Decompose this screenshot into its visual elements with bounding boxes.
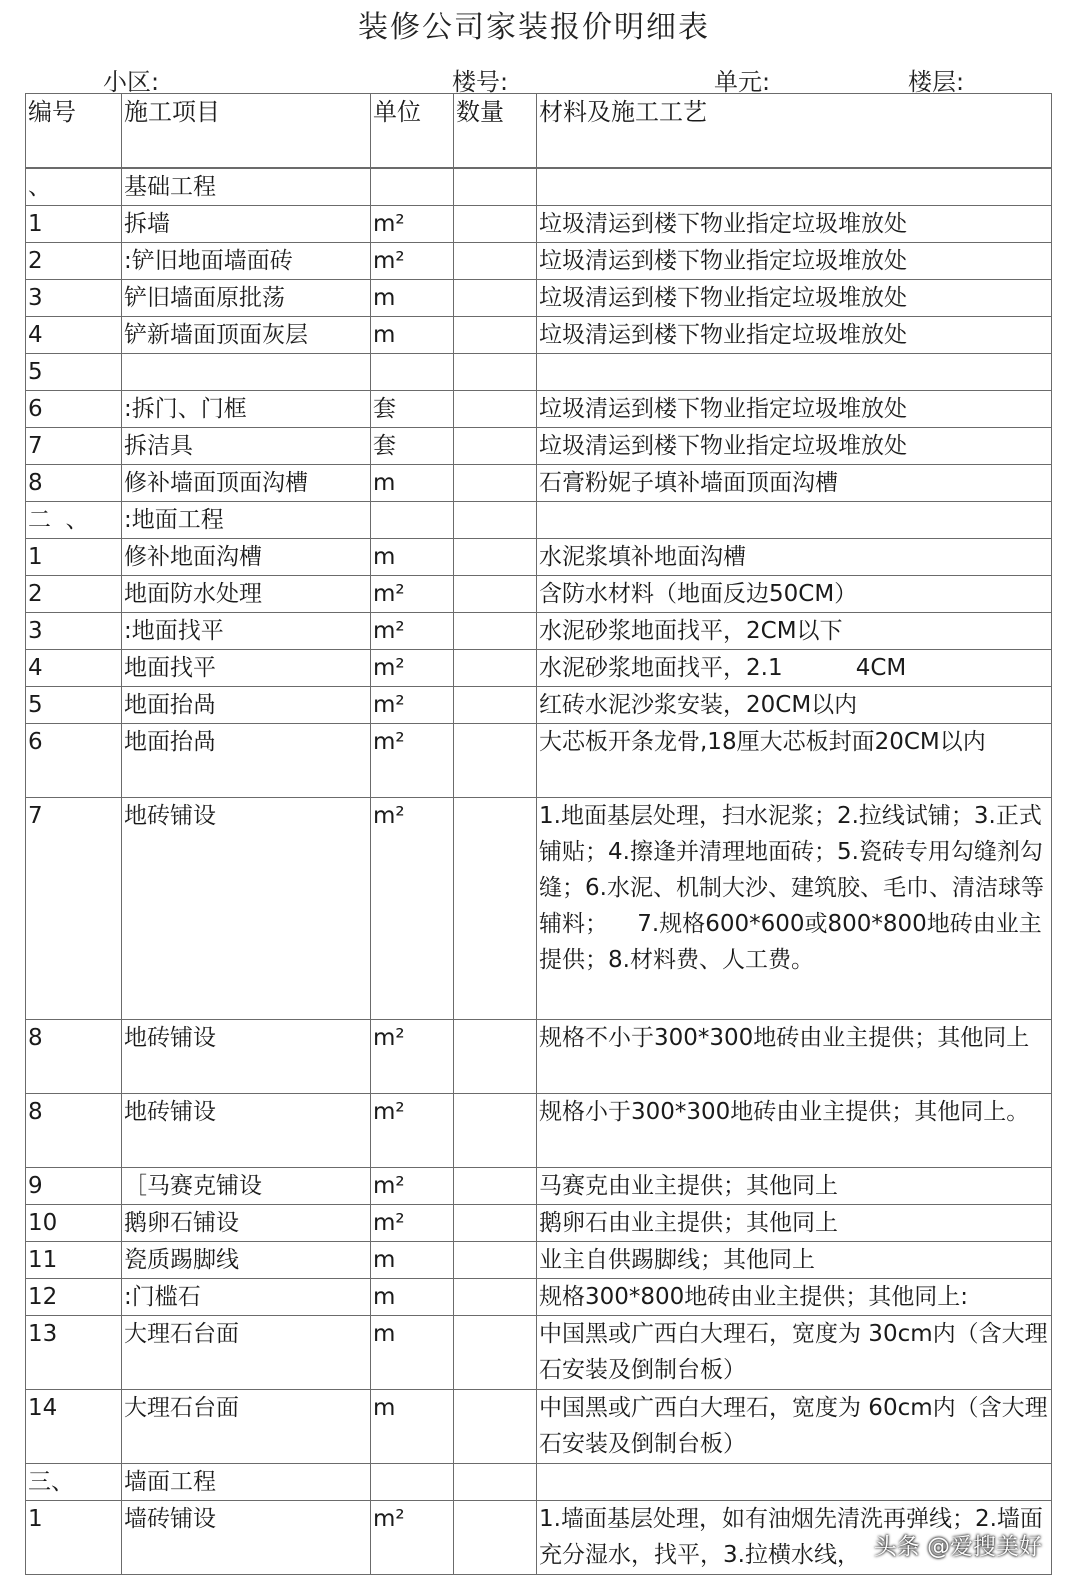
row-no: 8 <box>26 1094 122 1168</box>
row-desc <box>537 502 1052 539</box>
table-row <box>26 1020 1052 1094</box>
row-qty <box>454 1279 537 1316</box>
row-desc: 水泥砂浆地面找平，2.1 4CM <box>537 650 1052 687</box>
row-no: 2 <box>26 243 122 280</box>
row-desc: 垃圾清运到楼下物业指定垃圾堆放处 <box>537 317 1052 354</box>
row-item: 地砖铺设 <box>122 798 371 1020</box>
table-row <box>26 1205 1052 1242</box>
row-unit <box>371 1464 454 1501</box>
row-desc: 石膏粉妮子填补墙面顶面沟槽 <box>537 465 1052 502</box>
row-item: 地砖铺设 <box>122 1020 371 1094</box>
row-desc: 规格不小于300*300地砖由业主提供；其他同上 <box>537 1020 1052 1094</box>
row-unit: m² <box>371 613 454 650</box>
row-no: 6 <box>26 724 122 798</box>
table-row <box>26 317 1052 354</box>
row-no: 二 、 <box>26 502 122 539</box>
row-no: 、 <box>26 169 122 206</box>
row-item: 地面找平 <box>122 650 371 687</box>
row-qty <box>454 539 537 576</box>
row-item: 地面抬咼 <box>122 687 371 724</box>
row-desc: 大芯板开条龙骨,18厘大芯板封面20CM以内 <box>537 724 1052 798</box>
row-qty <box>454 1501 537 1575</box>
row-item: 鹅卵石铺设 <box>122 1205 371 1242</box>
row-desc: 规格300*800地砖由业主提供；其他同上: <box>537 1279 1052 1316</box>
community-label: 小区: <box>103 68 160 96</box>
row-unit: m² <box>371 1020 454 1094</box>
row-unit: m <box>371 465 454 502</box>
building-label: 楼号: <box>452 68 509 96</box>
row-qty <box>454 317 537 354</box>
row-desc: 马赛克由业主提供；其他同上 <box>537 1168 1052 1205</box>
row-no: 13 <box>26 1316 122 1390</box>
row-no: 7 <box>26 798 122 1020</box>
row-desc: 中国黑或广西白大理石，宽度为 60cm内（含大理石安装及倒制台板） <box>537 1390 1052 1464</box>
row-unit <box>371 502 454 539</box>
table-row <box>26 169 1052 206</box>
row-item: 瓷质踢脚线 <box>122 1242 371 1279</box>
row-unit: m² <box>371 1205 454 1242</box>
table-row <box>26 206 1052 243</box>
row-unit: m <box>371 1390 454 1464</box>
row-unit: m² <box>371 206 454 243</box>
row-qty <box>454 1205 537 1242</box>
row-qty <box>454 576 537 613</box>
row-desc: 1.地面基层处理，扫水泥浆；2.拉线试铺；3.正式铺贴；4.擦逢并清理地面砖；5.瓷砖专用勾缝剂勾缝；6.水泥、机制大沙、建筑胶、毛巾、清洁球等辅料； 7.规格600*600或800*800地砖由业主提供；8.材料费、人工费。 <box>537 798 1052 1020</box>
row-desc: 垃圾清运到楼下物业指定垃圾堆放处 <box>537 280 1052 317</box>
row-item: :铲旧地面墙面砖 <box>122 243 371 280</box>
table-row <box>26 650 1052 687</box>
row-qty <box>454 1390 537 1464</box>
row-desc: 垃圾清运到楼下物业指定垃圾堆放处 <box>537 243 1052 280</box>
row-qty <box>454 613 537 650</box>
row-desc: 垃圾清运到楼下物业指定垃圾堆放处 <box>537 428 1052 465</box>
row-item: 墙面工程 <box>122 1464 371 1501</box>
row-desc: 垃圾清运到楼下物业指定垃圾堆放处 <box>537 391 1052 428</box>
row-no: 10 <box>26 1205 122 1242</box>
header-row <box>26 94 1052 168</box>
row-desc: 中国黑或广西白大理石，宽度为 30cm内（含大理石安装及倒制台板） <box>537 1316 1052 1390</box>
row-unit: m² <box>371 687 454 724</box>
row-qty <box>454 428 537 465</box>
table-row <box>26 391 1052 428</box>
row-qty <box>454 1094 537 1168</box>
row-item: 地砖铺设 <box>122 1094 371 1168</box>
table-row <box>26 539 1052 576</box>
row-unit: m² <box>371 576 454 613</box>
table-row <box>26 687 1052 724</box>
row-unit: 套 <box>371 428 454 465</box>
table-row <box>26 576 1052 613</box>
row-unit: m <box>371 1316 454 1390</box>
row-unit: m² <box>371 243 454 280</box>
row-item: 基础工程 <box>122 169 371 206</box>
row-unit: m² <box>371 724 454 798</box>
row-item: 地面抬咼 <box>122 724 371 798</box>
row-no: 3 <box>26 613 122 650</box>
row-item: ［马赛克铺设 <box>122 1168 371 1205</box>
row-no: 8 <box>26 1020 122 1094</box>
row-qty <box>454 1020 537 1094</box>
row-unit: m² <box>371 1168 454 1205</box>
row-no: 1 <box>26 539 122 576</box>
row-item: :拆门、门框 <box>122 391 371 428</box>
row-no: 4 <box>26 650 122 687</box>
header-no: 编号 <box>26 94 122 168</box>
table-row <box>26 1279 1052 1316</box>
table-row <box>26 280 1052 317</box>
table-body <box>26 168 1052 1575</box>
table-row <box>26 1094 1052 1168</box>
row-qty <box>454 687 537 724</box>
row-qty <box>454 650 537 687</box>
row-unit: m² <box>371 1501 454 1575</box>
table-row <box>26 724 1052 798</box>
row-qty <box>454 502 537 539</box>
row-qty <box>454 1242 537 1279</box>
table-row <box>26 465 1052 502</box>
watermark: 头条 @爱搜美好 <box>873 1534 1042 1560</box>
row-item: 修补墙面顶面沟槽 <box>122 465 371 502</box>
row-unit: m <box>371 539 454 576</box>
row-qty <box>454 1168 537 1205</box>
row-qty <box>454 280 537 317</box>
row-qty <box>454 1464 537 1501</box>
row-desc: 红砖水泥沙浆安装，20CM以内 <box>537 687 1052 724</box>
row-qty <box>454 798 537 1020</box>
table-row <box>26 354 1052 391</box>
row-unit: m² <box>371 1094 454 1168</box>
table-row <box>26 502 1052 539</box>
row-no: 5 <box>26 687 122 724</box>
row-unit: m <box>371 1279 454 1316</box>
row-qty <box>454 169 537 206</box>
table-row <box>26 613 1052 650</box>
quote-table <box>25 93 1052 1575</box>
row-no: 8 <box>26 465 122 502</box>
row-desc: 1.墙面基层处理，如有油烟先清洗再弹线；2.墙面充分湿水，找平，3.拉横水线， <box>537 1501 1052 1575</box>
row-unit <box>371 354 454 391</box>
row-desc: 鹅卵石由业主提供；其他同上 <box>537 1205 1052 1242</box>
row-item: 拆洁具 <box>122 428 371 465</box>
row-qty <box>454 391 537 428</box>
row-item: :门槛石 <box>122 1279 371 1316</box>
row-item: :地面找平 <box>122 613 371 650</box>
row-desc <box>537 169 1052 206</box>
row-no: 6 <box>26 391 122 428</box>
row-no: 7 <box>26 428 122 465</box>
row-item: 铲新墙面顶面灰层 <box>122 317 371 354</box>
row-qty <box>454 724 537 798</box>
row-qty <box>454 243 537 280</box>
table-row <box>26 1168 1052 1205</box>
row-unit <box>371 169 454 206</box>
row-desc <box>537 1464 1052 1501</box>
row-item: 铲旧墙面原批荡 <box>122 280 371 317</box>
row-no: 1 <box>26 1501 122 1575</box>
row-item: 墙砖铺设 <box>122 1501 371 1575</box>
table-row <box>26 1316 1052 1390</box>
header-item: 施工项目 <box>122 94 371 168</box>
table-row <box>26 798 1052 1020</box>
row-no: 11 <box>26 1242 122 1279</box>
row-item: 拆墙 <box>122 206 371 243</box>
row-unit: m <box>371 317 454 354</box>
row-item <box>122 354 371 391</box>
row-no: 4 <box>26 317 122 354</box>
row-qty <box>454 465 537 502</box>
row-qty <box>454 206 537 243</box>
header-qty: 数量 <box>454 94 537 168</box>
row-no: 3 <box>26 280 122 317</box>
row-unit: 套 <box>371 391 454 428</box>
table-row <box>26 1242 1052 1279</box>
row-no: 12 <box>26 1279 122 1316</box>
row-no: 9 <box>26 1168 122 1205</box>
row-qty <box>454 1316 537 1390</box>
row-unit: m <box>371 280 454 317</box>
row-desc <box>537 354 1052 391</box>
row-item: 大理石台面 <box>122 1316 371 1390</box>
row-item: :地面工程 <box>122 502 371 539</box>
row-desc: 水泥浆填补地面沟槽 <box>537 539 1052 576</box>
row-no: 三、 <box>26 1464 122 1501</box>
header-desc: 材料及施工工艺 <box>537 94 1052 168</box>
row-qty <box>454 354 537 391</box>
row-desc: 业主自供踢脚线；其他同上 <box>537 1242 1052 1279</box>
row-item: 大理石台面 <box>122 1390 371 1464</box>
row-item: 地面防水处理 <box>122 576 371 613</box>
header-unit: 单位 <box>371 94 454 168</box>
row-no: 14 <box>26 1390 122 1464</box>
floor-label: 楼层: <box>908 68 965 96</box>
row-unit: m² <box>371 650 454 687</box>
table-row <box>26 243 1052 280</box>
row-desc: 垃圾清运到楼下物业指定垃圾堆放处 <box>537 206 1052 243</box>
row-unit: m² <box>371 798 454 1020</box>
row-desc: 含防水材料（地面反边50CM） <box>537 576 1052 613</box>
table-row <box>26 428 1052 465</box>
row-no: 2 <box>26 576 122 613</box>
row-no: 5 <box>26 354 122 391</box>
row-item: 修补地面沟槽 <box>122 539 371 576</box>
row-desc: 水泥砂浆地面找平，2CM以下 <box>537 613 1052 650</box>
table-row <box>26 1464 1052 1501</box>
table-row <box>26 1390 1052 1464</box>
page-title: 装修公司家装报价明细表 <box>358 10 710 45</box>
row-unit: m <box>371 1242 454 1279</box>
unit-label: 单元: <box>714 68 771 96</box>
row-no: 1 <box>26 206 122 243</box>
row-desc: 规格小于300*300地砖由业主提供；其他同上。 <box>537 1094 1052 1168</box>
